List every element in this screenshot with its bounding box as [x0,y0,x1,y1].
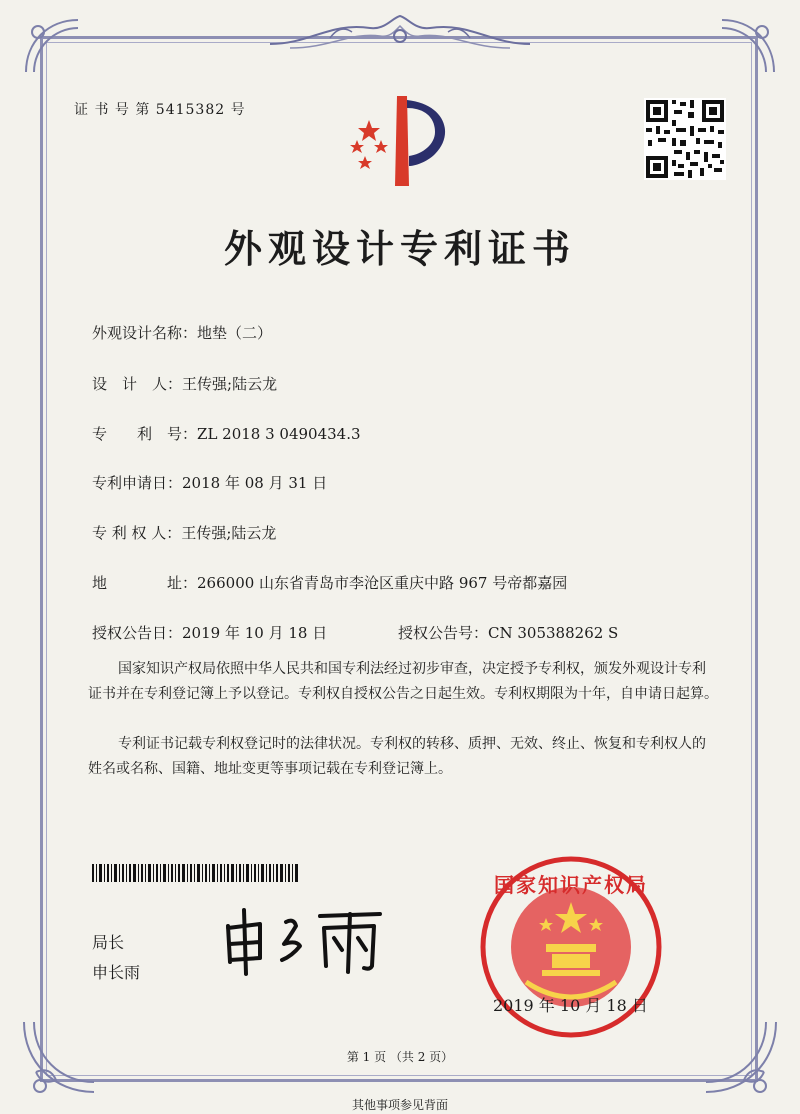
filing-date-label: 专利申请日： [92,474,183,492]
filing-date-value: 2018 年 08 月 31 日 [182,474,328,492]
designer-row [92,373,277,394]
address-value: 266000 山东省青岛市李沧区重庆中路 967 号帝都嘉园 [197,574,568,592]
design-name-row [92,322,272,343]
body-paragraph-2: 专利证书记载专利权登记时的法律状况。专利权的转移、质押、无效、终止、恢复和专利权人的姓名或名称、国籍、地址变更等事项记载在专利登记簿上。 [88,736,706,777]
director-name: 申长雨 [92,963,141,982]
design-name-value: 地垫（二） [197,324,273,342]
patent-number-value: ZL 2018 3 0490434.3 [197,425,361,443]
designer-label: 设 计 人： [92,375,183,393]
barcode-icon [92,864,300,882]
body-paragraph-1: 国家知识产权局依照中华人民共和国专利法经过初步审查，决定授予专利权，颁发外观设计专利证书并在专利登记簿上予以登记。专利权自授权公告之日起生效。专利权期限为十年，自申请日起算。 [88,661,718,702]
patent-number-label: 专 利 号： [92,425,198,443]
seal-date: 2019 年 10 月 18 日 [493,996,648,1015]
footer-note: 其他事项参见背面 [351,1098,448,1112]
grant-number-value: CN 305388262 S [488,624,619,642]
handwritten-signature [220,906,400,976]
grant-date-label: 授权公告日： [92,624,183,642]
patent-number-row [92,423,361,444]
top-ornament [270,14,530,58]
grant-date-value: 2019 年 10 月 18 日 [182,624,328,642]
designer-value: 王传强;陆云龙 [182,375,278,393]
patent-office-emblem-icon [335,94,465,190]
corner-ornament-top-right [712,12,782,82]
grant-number-row [398,622,618,643]
patentee-label: 专 利 权 人： [92,524,182,542]
patentee-value: 王传强;陆云龙 [181,524,277,542]
director-title: 局长 [92,933,125,952]
corner-ornament-top-left [18,12,88,82]
address-label: 地 址： [92,574,198,592]
certificate-number: 证 书 号 第 5415382 号 [74,102,246,118]
address-row [92,572,567,593]
certificate-title: 外观设计专利证书 [223,227,576,271]
filing-date-row [92,472,327,493]
grant-date-row [92,622,327,643]
design-name-label: 外观设计名称： [92,324,198,342]
grant-number-label: 授权公告号： [398,624,489,642]
page-number: 第 1 页 （共 2 页） [346,1050,454,1064]
patentee-row [92,522,276,543]
qr-code-icon [644,98,726,180]
seal-text: 国家知识产权局 [494,873,648,897]
